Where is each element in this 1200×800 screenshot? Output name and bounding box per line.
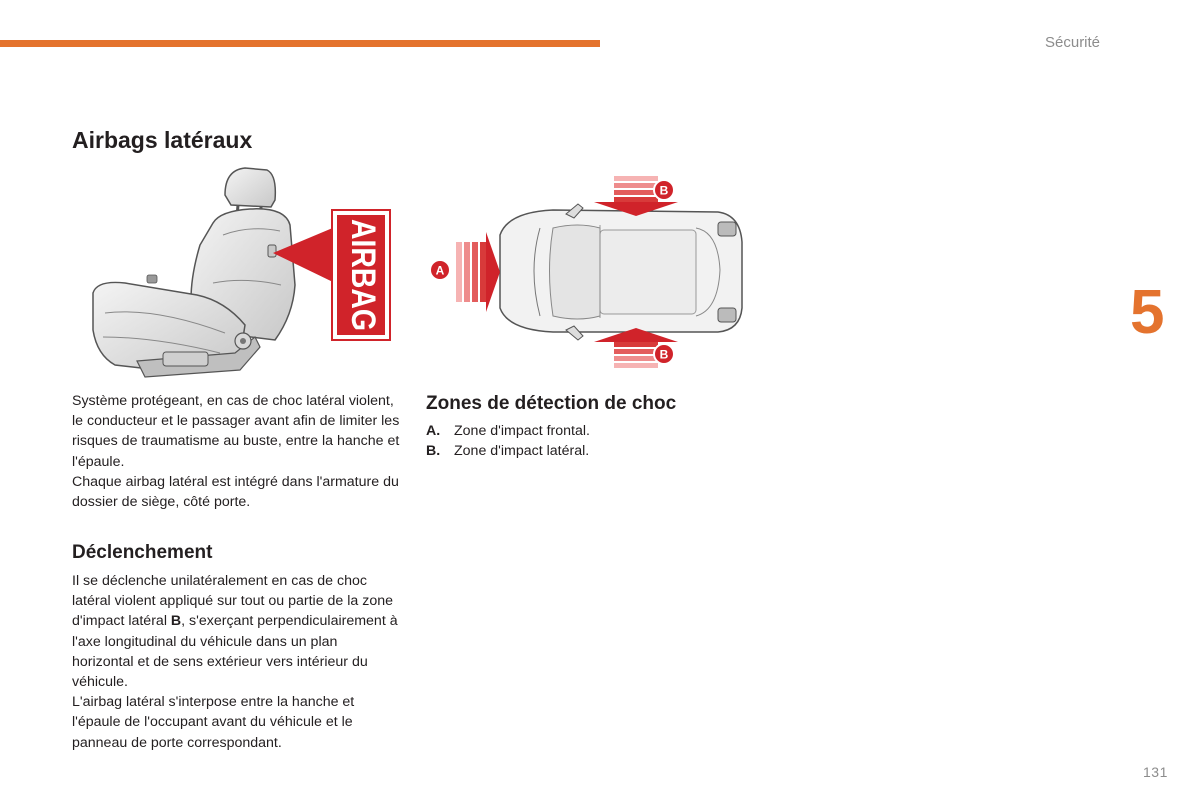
legend-key-a: A. (426, 423, 441, 439)
svg-text:B: B (659, 183, 669, 198)
legend-text-b: Zone d'impact latéral. (454, 443, 590, 460)
legend-text-a: Zone d'impact frontal. (454, 423, 590, 439)
chapter-number: 5 (1130, 278, 1165, 347)
header-accent-rule (0, 40, 600, 47)
page-number: 131 (1143, 764, 1168, 780)
legend-item-a (426, 421, 590, 441)
section-name: Sécurité (1045, 34, 1101, 51)
declenchement-paragraph-1: Il se déclenche unilatéralement en cas de choc latéral violent appliqué sur tout ou partie de la zone d'impact latéral B, s'exerçant perpendiculairement à l'axe longitudinal du véhicule dans un plan horizontal et de sens extérieur vers intérieur du véhicule. (72, 573, 398, 691)
svg-text:A: A (435, 263, 445, 278)
zone-b-reference: B (170, 613, 182, 630)
marker-b-bottom (654, 344, 674, 364)
page-title: Airbags latéraux (72, 127, 253, 153)
seat-airbag-illustration (85, 165, 395, 387)
zones-heading: Zones de détection de choc (426, 393, 677, 414)
intro-paragraph-1: Système protégeant, en cas de choc latéral violent, le conducteur et le passager avant afin de limiter les risques de traumatisme au buste, entre la hanche et l'épaule. (72, 393, 400, 470)
legend-item-b (426, 441, 590, 461)
impact-zones-illustration (428, 170, 753, 375)
declenchement-paragraph-2: L'airbag latéral s'interpose entre la hanche et l'épaule de l'occupant avant du véhicule et le panneau de porte correspondant. (72, 694, 355, 751)
legend-key-b: B. (426, 443, 441, 460)
svg-text:B: B (659, 347, 669, 362)
intro-paragraph-2: Chaque airbag latéral est intégré dans l'armature du dossier de siège, côté porte. (72, 473, 399, 511)
declenchement-text (72, 571, 402, 753)
airbag-badge-text: AIRBAG (344, 219, 383, 354)
intro-text (72, 391, 402, 512)
frontal-impact-arrow (456, 232, 500, 312)
marker-a (430, 260, 450, 280)
declenchement-heading: Déclenchement (72, 542, 213, 563)
marker-b-top (654, 180, 674, 200)
zones-legend (426, 421, 590, 461)
